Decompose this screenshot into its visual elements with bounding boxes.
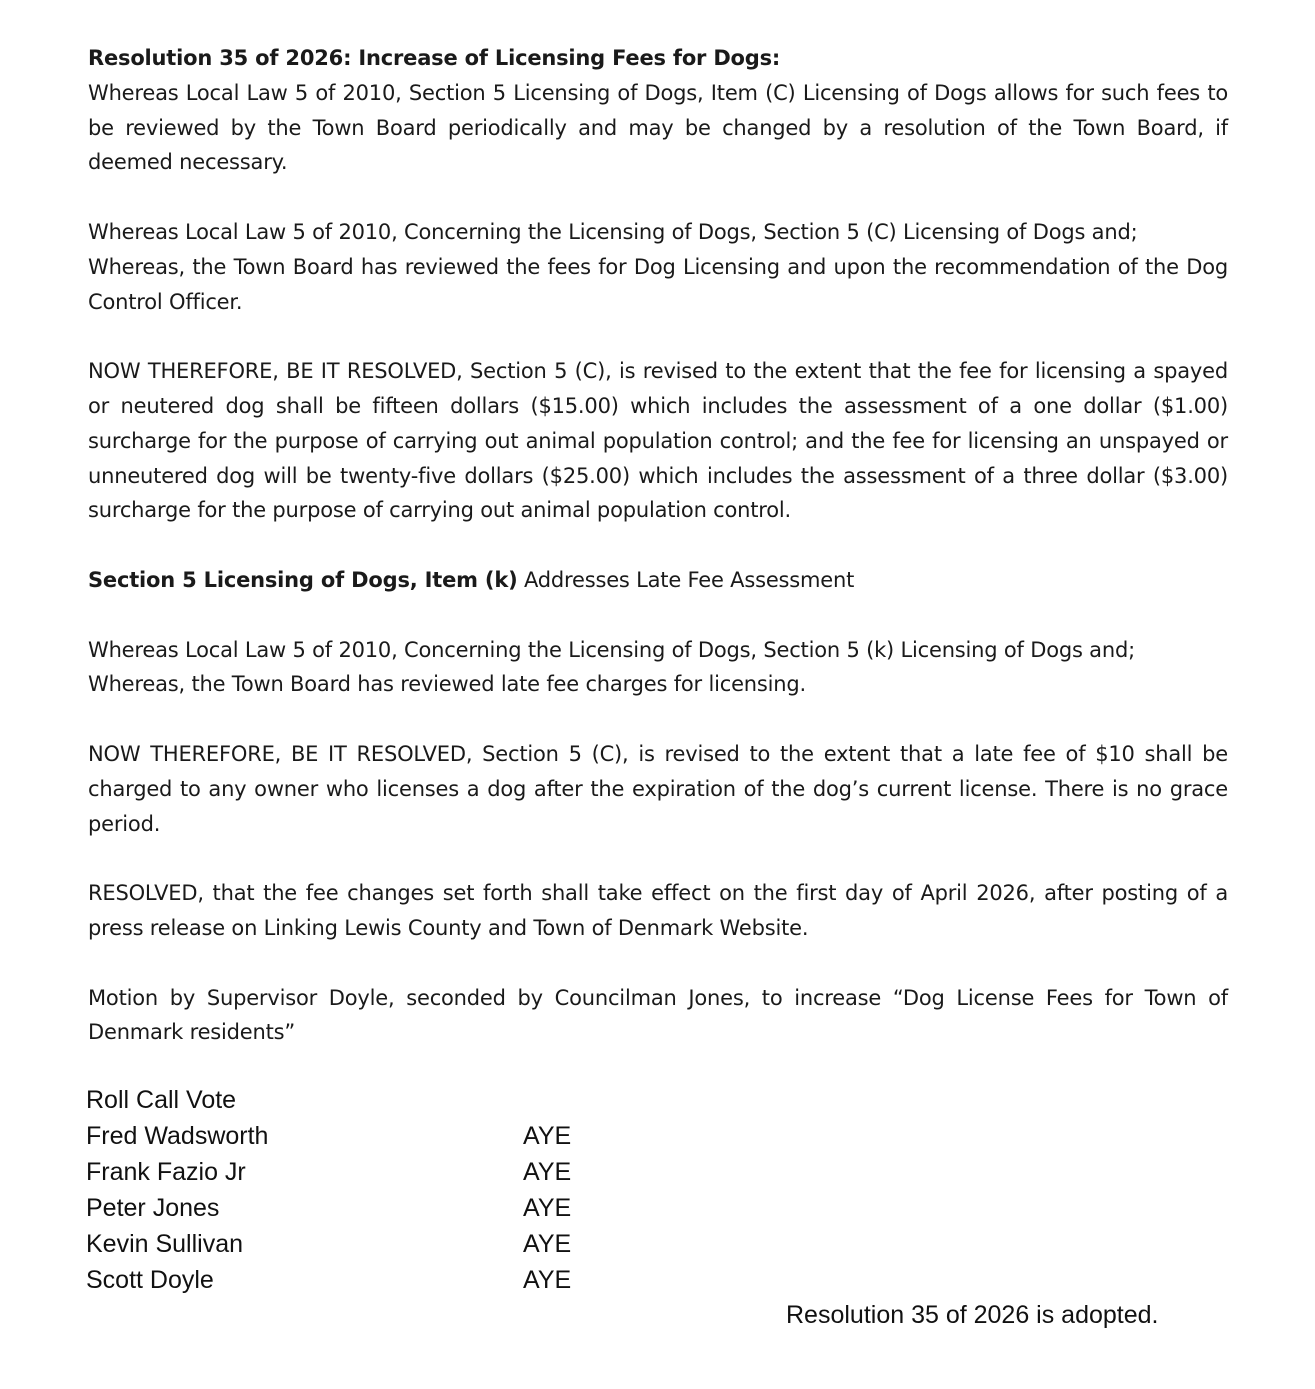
vote-row xyxy=(86,1226,623,1262)
paragraph-motion: Motion by Supervisor Doyle, seconded by Councilman Jones, to increase “Dog License Fees for Town of Denmark residents” xyxy=(88,985,1228,1045)
spacer xyxy=(88,946,1228,981)
spacer xyxy=(88,841,1228,876)
section-heading-rest: Addresses Late Fee Assessment xyxy=(517,567,855,592)
paragraph-whereas-1: Whereas Local Law 5 of 2010, Section 5 Licensing of Dogs, Item (C) Licensing of Dogs allows for such fees to be reviewed by the Town Board periodically and may be changed by a resolution of the Town Board, if deemed necessary. xyxy=(88,80,1228,175)
vote-row xyxy=(86,1190,623,1226)
paragraph-whereas-4b: Whereas, the Town Board has reviewed late fee charges for licensing. xyxy=(88,672,806,697)
vote-row xyxy=(86,1262,623,1298)
vote-value: AYE xyxy=(523,1266,572,1294)
paragraph-resolved-late-fee: NOW THEREFORE, BE IT RESOLVED, Section 5 (C), is revised to the extent that a late fee of $10 shall be charged to any owner who licenses a dog after the expiration of the dog’s current license. There is no grace period. xyxy=(88,741,1228,836)
spacer xyxy=(88,702,1228,737)
voter-name: Fred Wadsworth xyxy=(86,1122,269,1150)
vote-value: AYE xyxy=(523,1230,572,1258)
voter-name: Scott Doyle xyxy=(86,1266,214,1294)
paragraph-resolved-fees: NOW THEREFORE, BE IT RESOLVED, Section 5 (C), is revised to the extent that the fee for licensing a spayed or neutered dog shall be fifteen dollars ($15.00) which includes the assessment of a one dollar ($1.00) surcharge for the purpose of carrying out animal population control; and the fee for licensing an unspayed or unneutered dog will be twenty-five dollars ($25.00) which includes the assessment of a three dollar ($3.00) surcharge for the purpose of carrying out animal population control. xyxy=(88,359,1228,523)
adoption-statement: Resolution 35 of 2026 is adopted. xyxy=(786,1301,1159,1329)
spacer xyxy=(88,180,1228,215)
vote-value: AYE xyxy=(523,1158,572,1186)
vote-row xyxy=(86,1154,623,1190)
resolution-text xyxy=(88,41,1228,1050)
vote-row xyxy=(86,1118,623,1154)
spacer xyxy=(88,319,1228,354)
roll-call-heading: Roll Call Vote xyxy=(86,1086,237,1114)
vote-value: AYE xyxy=(523,1194,572,1222)
paragraph-whereas-2b: Whereas, the Town Board has reviewed the fees for Dog Licensing and upon the recommendation of the Dog Control Officer. xyxy=(88,254,1228,314)
paragraph-resolved-effective: RESOLVED, that the fee changes set forth shall take effect on the first day of April 2026, after posting of a press release on Linking Lewis County and Town of Denmark Website. xyxy=(88,881,1228,940)
vote-value: AYE xyxy=(523,1122,572,1150)
resolution-title: Resolution 35 of 2026: Increase of Licensing Fees for Dogs: xyxy=(88,46,781,70)
voter-name: Kevin Sullivan xyxy=(86,1230,244,1258)
spacer xyxy=(88,528,1228,563)
voter-name: Frank Fazio Jr xyxy=(86,1158,246,1186)
voter-name: Peter Jones xyxy=(86,1194,220,1222)
paragraph-whereas-4a: Whereas Local Law 5 of 2010, Concerning the Licensing of Dogs, Section 5 (k) Licensing of Dogs and; xyxy=(88,637,1135,662)
section-heading xyxy=(88,563,1228,598)
roll-call-heading-row xyxy=(86,1082,623,1118)
paragraph-whereas-2a: Whereas Local Law 5 of 2010, Concerning the Licensing of Dogs, Section 5 (C) Licensing of Dogs and; xyxy=(88,219,1138,244)
section-heading-bold: Section 5 Licensing of Dogs, Item (k) xyxy=(88,567,518,592)
spacer xyxy=(88,598,1228,633)
roll-call-vote xyxy=(86,1082,623,1298)
